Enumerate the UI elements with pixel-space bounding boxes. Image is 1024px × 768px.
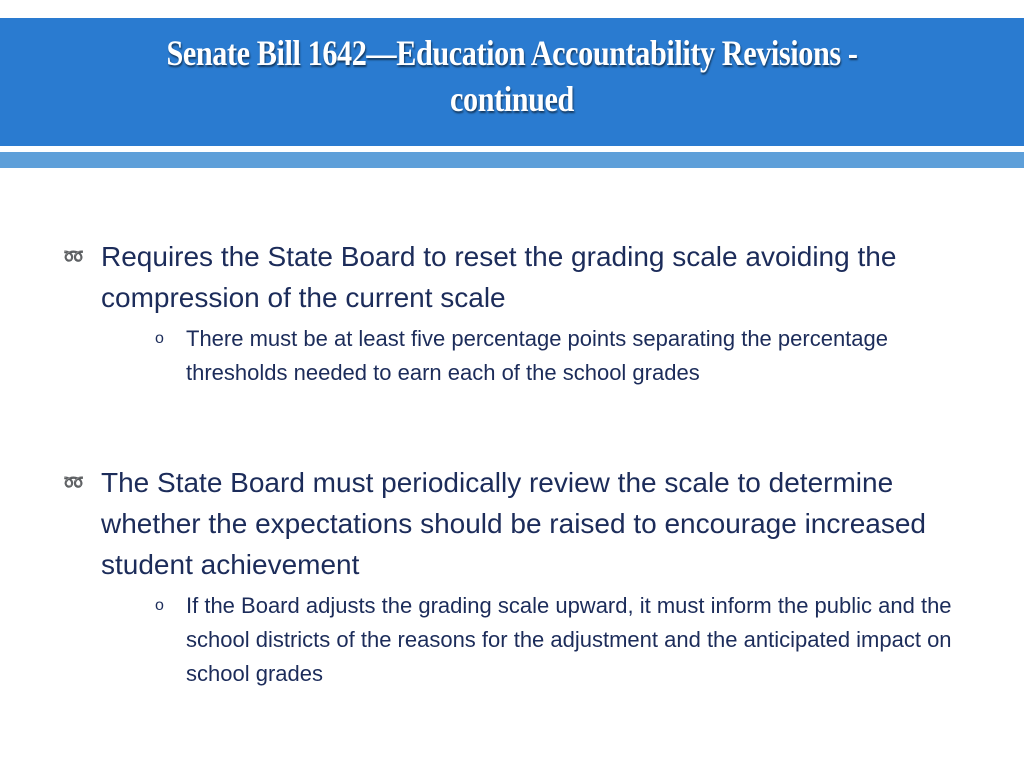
slide-content [60,236,970,691]
sub-bullet-text: There must be at least five percentage points separating the percentage thresholds needed to earn each of the school grades [186,326,888,385]
slide-title: Senate Bill 1642—Education Accountability Revisions - continued [166,33,858,119]
bullet-text: The State Board must periodically review the scale to determine whether the expectations should be raised to encourage increased student achievement [101,467,926,580]
open-circle-bullet-icon: o [155,597,164,614]
bullet-item [60,462,970,691]
sub-bullet-text: If the Board adjusts the grading scale upward, it must inform the public and the school districts of the reasons for the adjustment and the anticipated impact on school grades [186,593,952,686]
sub-bullet-item [101,322,970,390]
bullet-text: Requires the State Board to reset the grading scale avoiding the compression of the current scale [101,241,897,313]
open-circle-bullet-icon: o [155,330,164,347]
bullet-item [60,236,970,390]
curly-loop-bullet-icon: ➿ [63,473,85,492]
sub-bullet-item [101,589,970,691]
accent-stripe [0,152,1024,168]
curly-loop-bullet-icon: ➿ [63,247,85,266]
